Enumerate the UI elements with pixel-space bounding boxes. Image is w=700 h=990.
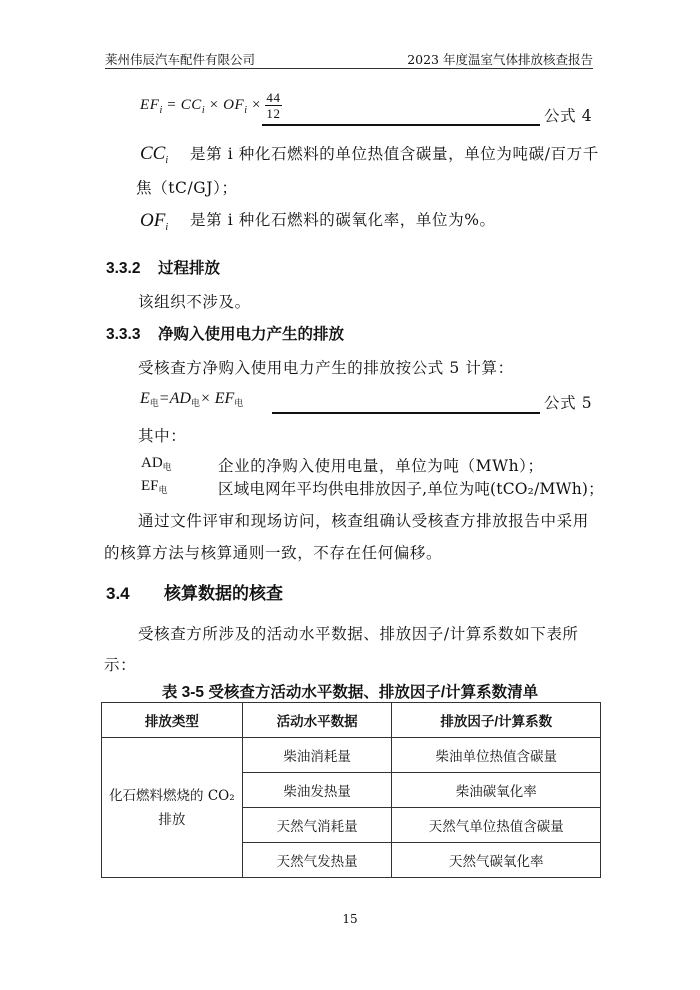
table-cell-activity: 天然气发热量 (242, 843, 392, 878)
section-3-4-number: 3.4 (106, 584, 130, 603)
emission-type-cell (102, 738, 243, 878)
cc-desc-line2: 焦（tC/GJ）； (136, 179, 238, 197)
formula4-dash-line (262, 114, 540, 133)
ad-symbol: $AD_电$ (141, 455, 172, 472)
formula4-cc-sub: i (201, 104, 206, 116)
ad-desc: 企业的净购入使用电量，单位为吨（MWh）； (218, 457, 544, 475)
formula5-dash-line (272, 402, 540, 421)
formula4-eq: = (162, 96, 181, 113)
ef-symbol: $EF_电$ (141, 478, 168, 495)
emission-type-line2: 排放 (158, 811, 186, 828)
table-cell-activity: 柴油发热量 (242, 773, 392, 808)
header-report-title: 2023 年度温室气体排放核查报告 (407, 52, 593, 67)
formula4-times1: × (205, 96, 224, 113)
cc-symbol: $CC_i$ (140, 143, 169, 166)
section-3-3-3-intro: 受核查方净购入使用电力产生的排放按公式 5 计算： (138, 359, 514, 377)
ef-desc: 区域电网年平均供电排放因子,单位为吨(tCO₂/MWh)； (218, 480, 604, 498)
formula5-label: 公式 5 (544, 394, 593, 412)
activity-data-table (101, 702, 601, 878)
table-caption: 表 3-5 受核查方活动水平数据、排放因子/计算系数清单 (161, 684, 539, 701)
conclusion-line1: 通过文件评审和现场访问，核查组确认受核查方排放报告中采用 (138, 512, 589, 530)
table-cell-activity: 柴油消耗量 (242, 738, 392, 773)
table-cell-factor: 柴油单位热值含碳量 (392, 738, 601, 773)
table-cell-factor: 天然气单位热值含碳量 (392, 808, 601, 843)
section-3-3-2-number: 3.3.2 (106, 260, 141, 277)
table-cell-factor: 柴油碳氧化率 (392, 773, 601, 808)
table-cell-factor: 天然气碳氧化率 (392, 843, 601, 878)
page-number: 15 (342, 912, 358, 926)
formula4-ef: EF (140, 96, 160, 113)
section-3-3-3-number: 3.3.3 (106, 326, 141, 343)
section-3-3-2-heading (106, 256, 220, 278)
conclusion-line2: 的核算方法与核算通则一致，不存在任何偏移。 (104, 544, 443, 562)
formula4-denominator: 12 (266, 106, 281, 121)
table-row (102, 738, 601, 773)
table-header-cell: 排放因子/计算系数 (392, 703, 601, 738)
table-header-cell: 排放类型 (102, 703, 243, 738)
formula4-times2: × (247, 96, 266, 113)
section-3-4-body-line1: 受核查方所涉及的活动水平数据、排放因子/计算系数如下表所 (138, 625, 579, 643)
emission-type-line1: 化石燃料燃烧的 CO₂ (109, 787, 235, 804)
table-header-cell: 活动水平数据 (242, 703, 392, 738)
cc-desc-line1: 是第 i 种化石燃料的单位热值含碳量，单位为吨碳/百万千 (190, 145, 599, 163)
table-cell-activity: 天然气消耗量 (242, 808, 392, 843)
formula4-ef-sub: i (159, 104, 163, 116)
section-3-4-heading (106, 579, 283, 604)
formula4-cc: CC (180, 96, 202, 113)
formula4-numerator: 44 (266, 90, 281, 105)
section-3-4-body-line2: 示： (104, 656, 137, 674)
where-label: 其中： (138, 427, 187, 445)
formula-4 (140, 90, 282, 126)
section-3-3-3-heading (106, 322, 344, 344)
header-company: 莱州伟辰汽车配件有限公司 (105, 52, 256, 67)
of-symbol: $OF_i$ (140, 210, 169, 233)
page-header (105, 44, 593, 69)
formula4-of-sub: i (244, 104, 248, 116)
formula-5: $E_电=AD_电\times EF_电$ (140, 390, 244, 408)
formula4-label: 公式 4 (544, 107, 593, 125)
section-3-3-3-title: 净购入使用电力产生的排放 (158, 326, 345, 343)
section-3-3-2-title: 过程排放 (158, 260, 221, 277)
of-desc: 是第 i 种化石燃料的碳氧化率，单位为%。 (190, 211, 496, 229)
section-3-4-title: 核算数据的核查 (164, 584, 283, 603)
table-header-row (102, 703, 601, 738)
section-3-3-2-body: 该组织不涉及。 (138, 293, 251, 311)
formula4-of: OF (223, 96, 245, 113)
